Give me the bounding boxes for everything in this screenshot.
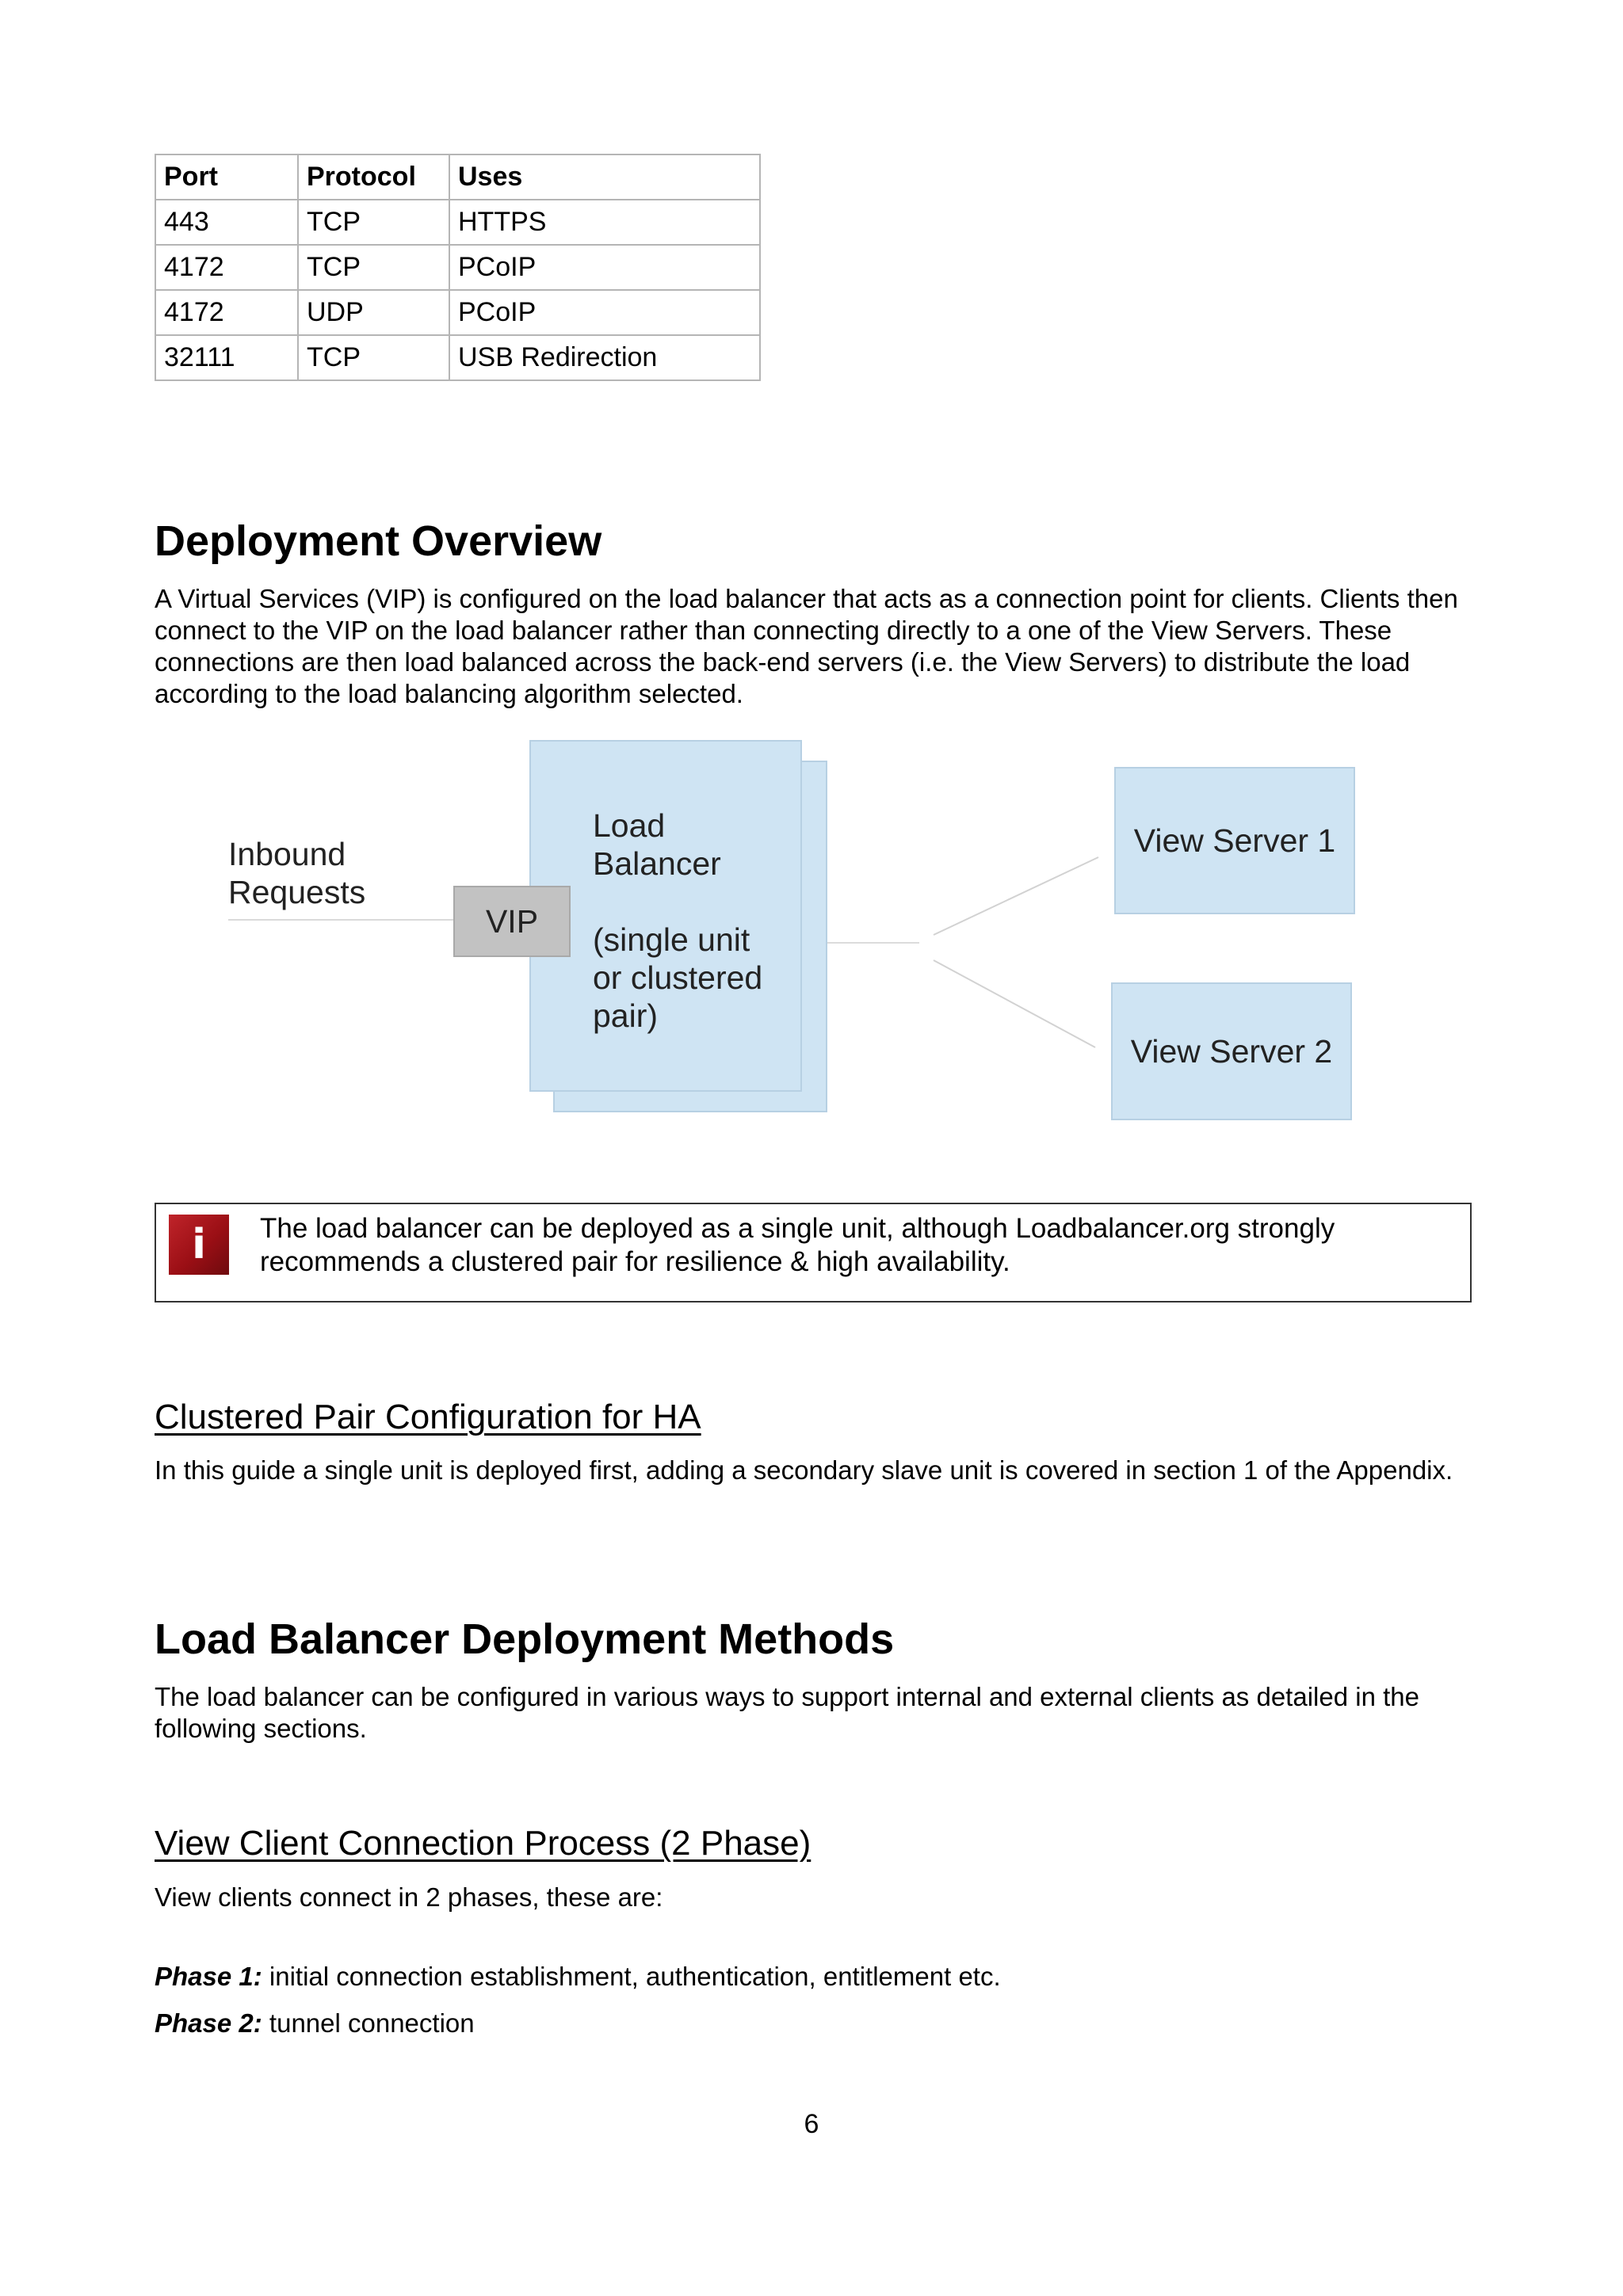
phase-1-text: initial connection establishment, authentication, entitlement etc. [262, 1962, 1001, 1991]
info-note [155, 1203, 1472, 1302]
cell-port: 32111 [155, 335, 298, 380]
cell-protocol: TCP [298, 245, 449, 290]
cell-uses: PCoIP [449, 245, 760, 290]
cell-uses: PCoIP [449, 290, 760, 335]
lb-label-line4: or clustered [593, 959, 763, 996]
inbound-line [228, 919, 453, 921]
cell-port: 443 [155, 200, 298, 245]
inbound-label-line1: Inbound [228, 836, 346, 872]
cell-uses: HTTPS [449, 200, 760, 245]
phase-2-text: tunnel connection [262, 2008, 475, 2038]
clustered-pair-heading: Clustered Pair Configuration for HA [155, 1398, 701, 1436]
info-note-text: The load balancer can be deployed as a single unit, although Loadbalancer.org strongly recommends a clustered pair for resilience & high availability. [260, 1213, 1335, 1277]
phase-2-line [155, 2008, 475, 2039]
lb-label-line2: Balancer [593, 845, 721, 882]
info-icon: i [169, 1215, 229, 1275]
lb-label-line3: (single unit [593, 921, 750, 958]
phase-1-line [155, 1961, 1001, 1993]
cell-uses: USB Redirection [449, 335, 760, 380]
deployment-overview-paragraph: A Virtual Services (VIP) is configured on the load balancer that acts as a connection point for clients. Clients then connect to the VIP on the load balancer rather than connecting directly to a one of the View Servers. These connections are then load balanced across the back-end servers (i.e. the View Servers) to distribute the load according to the load balancing algorithm selected. [155, 584, 1458, 708]
phase-1-label: Phase 1: [155, 1962, 262, 1991]
cell-port: 4172 [155, 290, 298, 335]
link-to-view-server-1 [934, 857, 1098, 935]
header-port: Port [155, 154, 298, 200]
connection-process-intro: View clients connect in 2 phases, these are: [155, 1882, 663, 1912]
lb-label-line1: Load [593, 807, 666, 844]
view-server-2-box: View Server 2 [1111, 982, 1352, 1120]
header-uses: Uses [449, 154, 760, 200]
cell-protocol: UDP [298, 290, 449, 335]
clustered-pair-paragraph: In this guide a single unit is deployed first, adding a secondary slave unit is covered in section 1 of the Appendix. [155, 1455, 1453, 1485]
vip-box: VIP [453, 886, 571, 957]
cell-protocol: TCP [298, 335, 449, 380]
inbound-requests-label [228, 835, 365, 911]
connection-process-heading: View Client Connection Process (2 Phase) [155, 1824, 812, 1863]
deployment-overview-heading: Deployment Overview [155, 517, 602, 565]
cell-port: 4172 [155, 245, 298, 290]
deployment-methods-paragraph: The load balancer can be configured in various ways to support internal and external clients as detailed in the following sections. [155, 1682, 1419, 1743]
page-number: 6 [804, 2109, 819, 2139]
phase-2-label: Phase 2: [155, 2008, 262, 2038]
load-balancer-label [593, 807, 799, 1035]
view-server-1-box: View Server 1 [1114, 767, 1355, 914]
lb-label-line5: pair) [593, 997, 659, 1034]
header-protocol: Protocol [298, 154, 449, 200]
cell-protocol: TCP [298, 200, 449, 245]
link-to-view-server-2 [934, 960, 1095, 1047]
inbound-label-line2: Requests [228, 874, 366, 910]
deployment-methods-heading: Load Balancer Deployment Methods [155, 1615, 895, 1663]
